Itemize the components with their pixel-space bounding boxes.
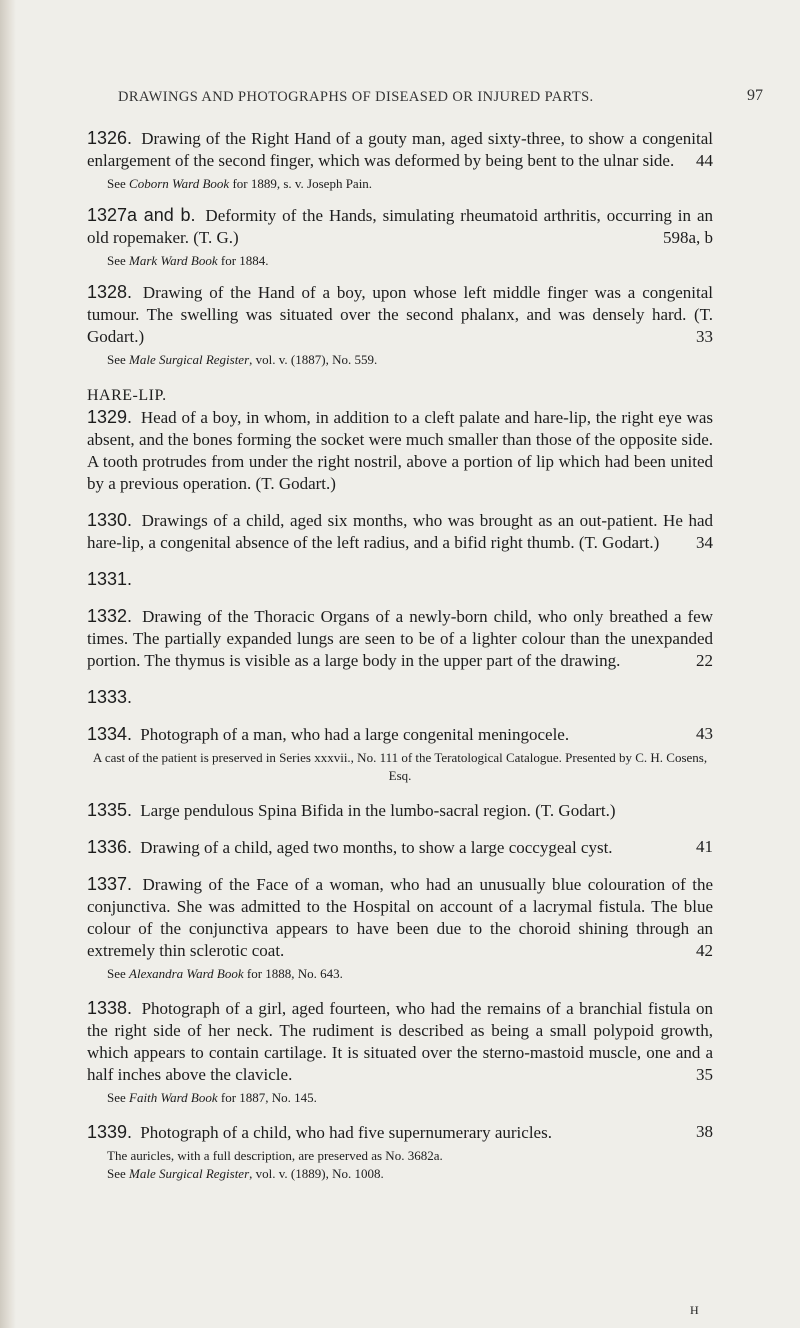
entry-text: Drawing of the Thoracic Organs of a newly-born child, who only breathed a few times. The partially expanded lungs are seen to be of a lighter colour than the unexpanded portion. The thymus is visible as a large body in the upper part of the drawing. — [87, 607, 714, 670]
figure-number: 42 — [696, 941, 713, 960]
figure-number: 598a, b — [662, 228, 713, 247]
entry-number: 1332. — [87, 606, 133, 626]
entry-1338 — [87, 997, 713, 1086]
entry-note: See Alexandra Ward Book for 1888, No. 643. — [107, 966, 343, 981]
entry-text: Drawings of a child, aged six months, who was brought as an out-patient. He had hare-lip, a congenital absence of the left radius, and a bifid right thumb. (T. Godart.) — [87, 511, 714, 552]
entry-number: 1329. — [87, 407, 133, 427]
entry-number: 1333. — [87, 687, 133, 707]
entry-text: Photograph of a girl, aged fourteen, who had the remains of a branchial fistula on the right side of her neck. The rudiment is described as being a small polypoid growth, which appears to contain cartilage. It is situated over the sterno-mastoid muscle, one and a half inches above the clavicle. — [87, 999, 713, 1084]
entry-text: Deformity of the Hands, simulating rheumatoid arthritis, occurring in an old ropemaker. (T. G.) — [87, 206, 713, 247]
entry-note: A cast of the patient is preserved in Series xxxvii., No. 111 of the Teratological Catalogue. Presented by C. H. Cosens, Esq. — [92, 750, 708, 783]
entry-1327 — [87, 204, 713, 249]
entry-1334 — [87, 723, 713, 746]
entry-text: Drawing of the Hand of a boy, upon whose left middle finger was a congenital tumour. The swelling was situated over the second phalanx, and was densely hard. (T. Godart.) — [87, 283, 714, 346]
signature-mark: H — [690, 1303, 699, 1317]
entry-number: 1334. — [87, 724, 133, 744]
entry-note-line: The auricles, with a full description, are preserved as No. 3682a. — [107, 1148, 443, 1163]
entry-1339 — [87, 1121, 713, 1144]
entry-number: 1327a and b. — [87, 205, 196, 225]
entry-1326 — [87, 127, 713, 172]
section-heading: HARE-LIP. — [87, 387, 167, 404]
entry-1329 — [87, 406, 713, 495]
entry-note: See Coborn Ward Book for 1889, s. v. Joseph Pain. — [107, 176, 373, 191]
figure-number: 35 — [696, 1065, 713, 1084]
figure-number: 33 — [696, 327, 713, 346]
figure-number: 41 — [696, 837, 713, 856]
figure-number: 34 — [696, 533, 713, 552]
page-binding-shadow — [0, 0, 16, 1328]
entry-text: Drawing of a child, aged two months, to show a large coccygeal cyst. — [140, 838, 613, 857]
entry-note: See Mark Ward Book for 1884. — [107, 253, 269, 268]
entry-number: 1336. — [87, 837, 133, 857]
entry-1331 — [87, 568, 713, 591]
entry-text: Photograph of a man, who had a large congenital meningocele. — [140, 725, 570, 744]
entry-text: Head of a boy, in whom, in addition to a cleft palate and hare-lip, the right eye was absent, and the bones forming the socket were much smaller than those of the opposite side. A tooth protrudes from under the right nostril, above a portion of lip which had been united by a previous operation. (T. Godart.) — [87, 408, 713, 493]
figure-number: 43 — [696, 724, 713, 743]
entry-note: See Male Surgical Register, vol. v. (1889), No. 1008. — [107, 1166, 384, 1181]
entry-1336 — [87, 836, 713, 859]
figure-number: 38 — [696, 1122, 713, 1141]
figure-number: 44 — [696, 151, 713, 170]
entry-number: 1328. — [87, 282, 133, 302]
entry-text: Drawing of the Face of a woman, who had an unusually blue colouration of the conjunctiva. She was admitted to the Hospital on account of a lacrymal fistula. The blue colour of the conjunctiva appears to have been due to the choroid shining through an extremely thin sclerotic coat. — [87, 875, 714, 960]
entry-1328 — [87, 281, 713, 348]
entry-number: 1326. — [87, 128, 133, 148]
entry-note: See Faith Ward Book for 1887, No. 145. — [107, 1090, 317, 1105]
entry-text: Photograph of a child, who had five supernumerary auricles. — [140, 1123, 552, 1142]
entry-1335 — [87, 799, 713, 822]
entry-number: 1337. — [87, 874, 133, 894]
entry-text: Large pendulous Spina Bifida in the lumbo-sacral region. (T. Godart.) — [140, 801, 616, 820]
entry-number: 1338. — [87, 998, 133, 1018]
entry-1332 — [87, 605, 713, 672]
catalogue-entries — [87, 127, 713, 1183]
page-number: 97 — [747, 87, 763, 104]
entry-number: 1335. — [87, 800, 133, 820]
figure-number: 22 — [696, 651, 713, 670]
entry-text: Drawing of the Right Hand of a gouty man, aged sixty-three, to show a congenital enlargement of the second finger, which was deformed by being bent to the ulnar side. — [87, 129, 713, 170]
entry-1333 — [87, 686, 713, 709]
running-title: DRAWINGS AND PHOTOGRAPHS OF DISEASED OR INJURED PARTS. — [118, 89, 594, 105]
entry-1330 — [87, 509, 713, 554]
entry-number: 1339. — [87, 1122, 133, 1142]
entry-number: 1330. — [87, 510, 133, 530]
entry-number: 1331. — [87, 569, 133, 589]
entry-note: See Male Surgical Register, vol. v. (1887), No. 559. — [107, 352, 378, 367]
entry-1337 — [87, 873, 713, 962]
